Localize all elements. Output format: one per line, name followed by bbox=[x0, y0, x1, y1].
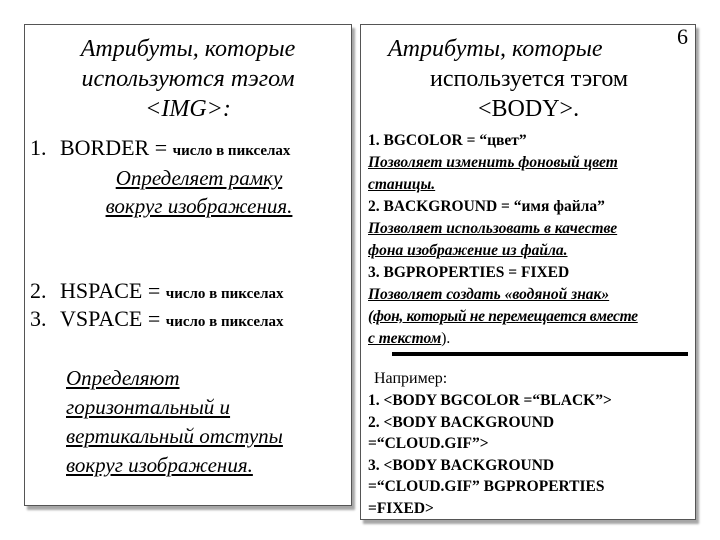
right-title-line-3: <BODY>. bbox=[478, 96, 580, 122]
right-desc-1-line-2: станицы. bbox=[368, 176, 436, 193]
example-line-3: =“CLOUD.GIF”> bbox=[368, 435, 489, 452]
right-line-2: 2. BACKGROUND = “имя файла” bbox=[368, 198, 605, 215]
left-item-3 bbox=[30, 305, 284, 336]
right-line-3: 3. BGPROPERTIES = FIXED bbox=[368, 264, 570, 281]
example-line-5: =“CLOUD.GIF” BGPROPERTIES bbox=[368, 478, 605, 495]
left-item-3-value: число в пикселах bbox=[165, 314, 284, 330]
example-line-2: 2. <BODY BACKGROUND bbox=[368, 413, 555, 431]
right-desc-3-tail: ). bbox=[441, 330, 451, 347]
left-items-2-3-description bbox=[66, 364, 283, 480]
left-item-1-desc-line-1: Определяет рамку bbox=[115, 166, 283, 190]
left-title-line-3: <IMG>: bbox=[145, 96, 231, 122]
left-item-1-value: число в пикселах bbox=[172, 143, 291, 159]
left-items-desc-line-1: Определяют bbox=[66, 366, 180, 390]
left-item-3-number: 3. bbox=[30, 306, 47, 331]
left-item-2-name: HSPACE = bbox=[60, 278, 161, 303]
slide-number: 6 bbox=[677, 24, 688, 49]
left-item-1-desc-line-2: вокруг изображения. bbox=[105, 194, 293, 218]
left-item-1 bbox=[30, 134, 290, 165]
left-items-desc-line-2: горизонтальный и bbox=[66, 395, 231, 419]
example-line-1: 1. <BODY BGCOLOR =“BLACK”> bbox=[368, 392, 612, 409]
left-items-desc-line-4: вокруг изображения. bbox=[66, 453, 253, 477]
right-title-line-2: используется тэгом bbox=[430, 66, 629, 92]
right-desc-3-line-2: (фон, который не перемещается вместе bbox=[368, 308, 638, 325]
left-item-1-description bbox=[64, 164, 334, 220]
left-item-3-name: VSPACE = bbox=[60, 306, 161, 331]
example-list bbox=[368, 390, 612, 519]
right-line-1: 1. BGCOLOR = “цвет” bbox=[368, 132, 527, 149]
example-line-4: 3. <BODY BACKGROUND bbox=[368, 456, 555, 474]
example-line-6: =FIXED> bbox=[368, 499, 434, 517]
left-item-1-number: 1. bbox=[30, 135, 47, 160]
right-desc-2-line-1: Позволяет использовать в качестве bbox=[368, 220, 618, 237]
right-desc-1-line-1: Позволяет изменить фоновый цвет bbox=[368, 154, 618, 171]
left-item-1-name: BORDER = bbox=[60, 135, 168, 160]
left-item-2-number: 2. bbox=[30, 278, 47, 303]
right-desc-3-line-1: Позволяет создать «водяной знак» bbox=[368, 286, 610, 303]
left-item-2-value: число в пикселах bbox=[165, 286, 284, 302]
right-attribute-list bbox=[368, 130, 692, 350]
example-heading: Например: bbox=[374, 370, 448, 387]
right-desc-2-line-2: фона изображение из файла. bbox=[368, 242, 568, 259]
left-items-desc-line-3: вертикальный отступы bbox=[66, 424, 283, 448]
horizontal-divider bbox=[392, 352, 688, 356]
left-item-2 bbox=[30, 277, 284, 308]
right-desc-3-underlined: с текстом bbox=[368, 330, 442, 347]
right-desc-3-line-3 bbox=[368, 328, 692, 350]
left-title-line-1: Атрибуты, которые bbox=[80, 36, 296, 62]
left-title bbox=[24, 34, 352, 124]
right-title-line-1: Атрибуты, которые bbox=[388, 36, 603, 62]
left-title-line-2: используются тэгом bbox=[81, 66, 295, 92]
